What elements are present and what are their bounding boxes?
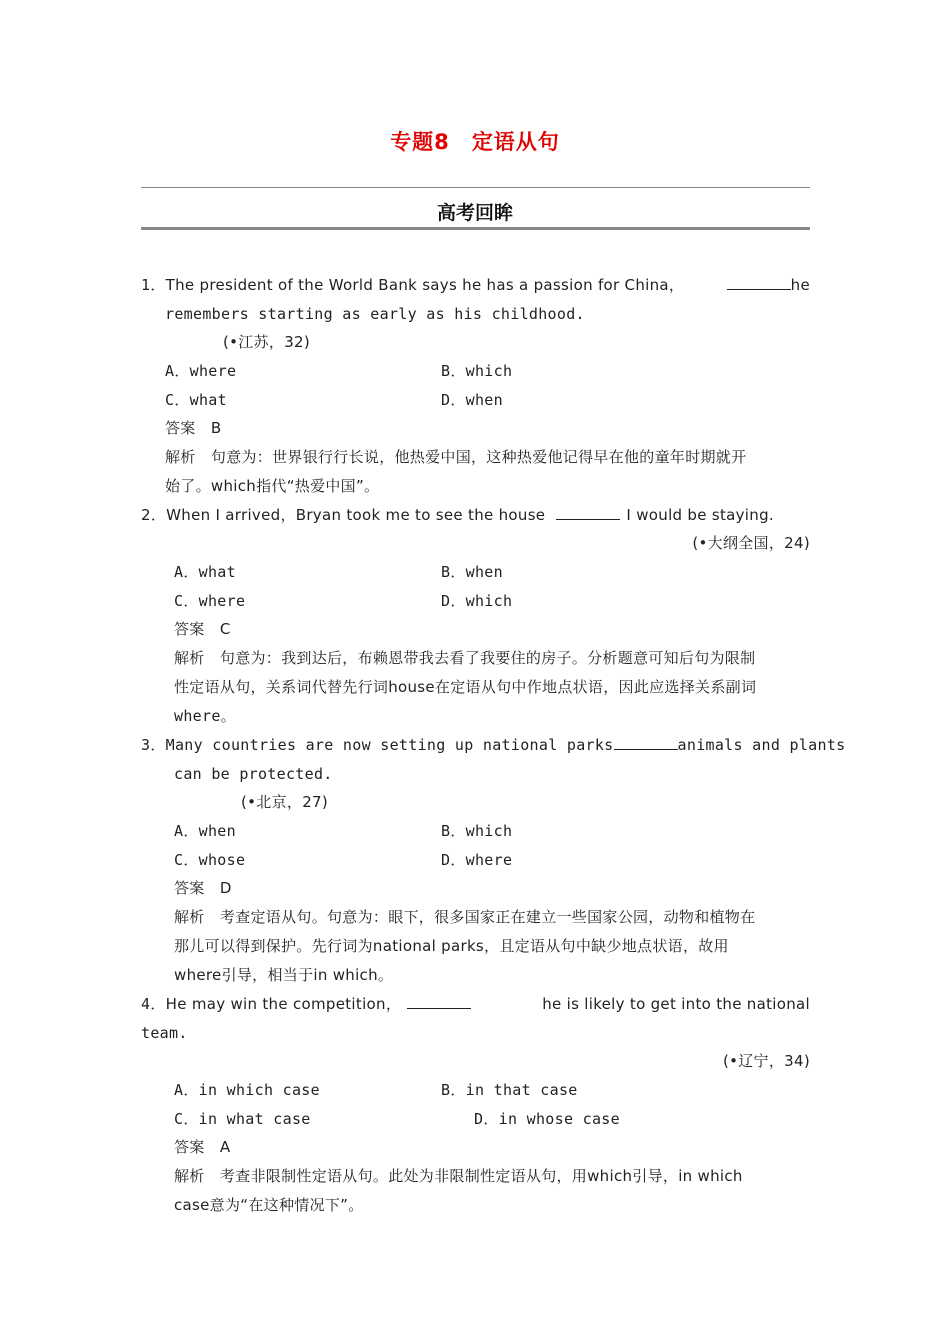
option-b: B．which — [441, 362, 513, 380]
question-stem — [141, 275, 810, 295]
answer: 答案 C — [174, 620, 231, 638]
answer: 答案 A — [174, 1138, 231, 1156]
option-a: A．where — [165, 362, 237, 380]
analysis-line: case意为“在这种情况下”。 — [174, 1196, 364, 1214]
question-stem — [141, 994, 810, 1014]
answer-blank — [727, 275, 791, 290]
question-number: 4． — [141, 995, 166, 1013]
question-number: 3． — [141, 736, 166, 754]
analysis-line: where。 — [174, 707, 236, 725]
question-number: 1． — [141, 276, 166, 294]
question-source: (•江苏，32) — [223, 333, 311, 351]
option-d: D．in whose case — [474, 1110, 620, 1128]
option-c: C．whose — [174, 851, 246, 869]
analysis-line: 始了。which指代“热爱中国”。 — [165, 477, 380, 495]
question-number: 2． — [141, 506, 167, 524]
stem-text: he — [790, 276, 810, 294]
stem-text: remembers starting as early as his childhood. — [165, 305, 585, 323]
answer-blank — [556, 505, 620, 520]
answer: 答案 B — [165, 419, 222, 437]
option-a: A．what — [174, 563, 236, 581]
analysis-line: 性定语从句，关系词代替先行词house在定语从句中作地点状语，因此应选择关系副词 — [174, 678, 757, 696]
option-d: D．which — [441, 592, 513, 610]
answer-blank — [614, 735, 678, 750]
stem-text: He may win the competition， — [165, 995, 402, 1013]
stem-text: I would be staying. — [626, 506, 774, 524]
question-stem — [141, 735, 846, 755]
option-d: D．where — [441, 851, 513, 869]
section-top-rule — [141, 187, 810, 188]
option-d: D．when — [441, 391, 503, 409]
analysis-line: 解析 句意为：世界银行行长说，他热爱中国，这种热爱他记得早在他的童年时期就开 — [165, 448, 747, 466]
question-source: (•大纲全国，24) — [692, 534, 810, 552]
option-b: B．when — [441, 563, 503, 581]
stem-text: The president of the World Bank says he has a passion for China， — [165, 276, 685, 294]
answer: 答案 D — [174, 879, 232, 897]
analysis-line: where引导，相当于in which。 — [174, 966, 394, 984]
analysis-line: 解析 考查非限制性定语从句。此处为非限制性定语从句，用which引导，in which — [174, 1167, 743, 1185]
stem-text: can be protected. — [174, 765, 333, 783]
stem-text: When I arrived，Bryan took me to see the house — [166, 506, 546, 524]
option-c: C．where — [174, 592, 246, 610]
analysis-line: 那儿可以得到保护。先行词为national parks，且定语从句中缺少地点状语，故用 — [174, 937, 729, 955]
topic-number: 专题8 — [390, 130, 450, 154]
section-bottom-rule — [141, 227, 810, 230]
question-source: (•北京，27) — [241, 793, 329, 811]
topic-name: 定语从句 — [471, 130, 560, 154]
option-a: A．when — [174, 822, 236, 840]
section-heading: 高考回眸 — [436, 202, 513, 224]
option-c: C．in what case — [174, 1110, 311, 1128]
option-c: C．what — [165, 391, 227, 409]
page-title — [0, 126, 950, 156]
answer-blank — [407, 994, 471, 1009]
question-stem — [141, 505, 774, 525]
analysis-line: 解析 考查定语从句。句意为：眼下，很多国家正在建立一些国家公园，动物和植物在 — [174, 908, 756, 926]
question-source: (•辽宁，34) — [722, 1052, 810, 1070]
stem-text: team. — [141, 1024, 188, 1042]
option-a: A．in which case — [174, 1081, 320, 1099]
option-b: B．which — [441, 822, 513, 840]
option-b: B．in that case — [441, 1081, 578, 1099]
stem-text: Many countries are now setting up national parks — [165, 736, 614, 754]
stem-text: animals and plants — [677, 736, 846, 754]
stem-text: he is likely to get into the national — [542, 995, 810, 1013]
analysis-line: 解析 句意为：我到达后，布赖恩带我去看了我要住的房子。分析题意可知后句为限制 — [174, 649, 756, 667]
